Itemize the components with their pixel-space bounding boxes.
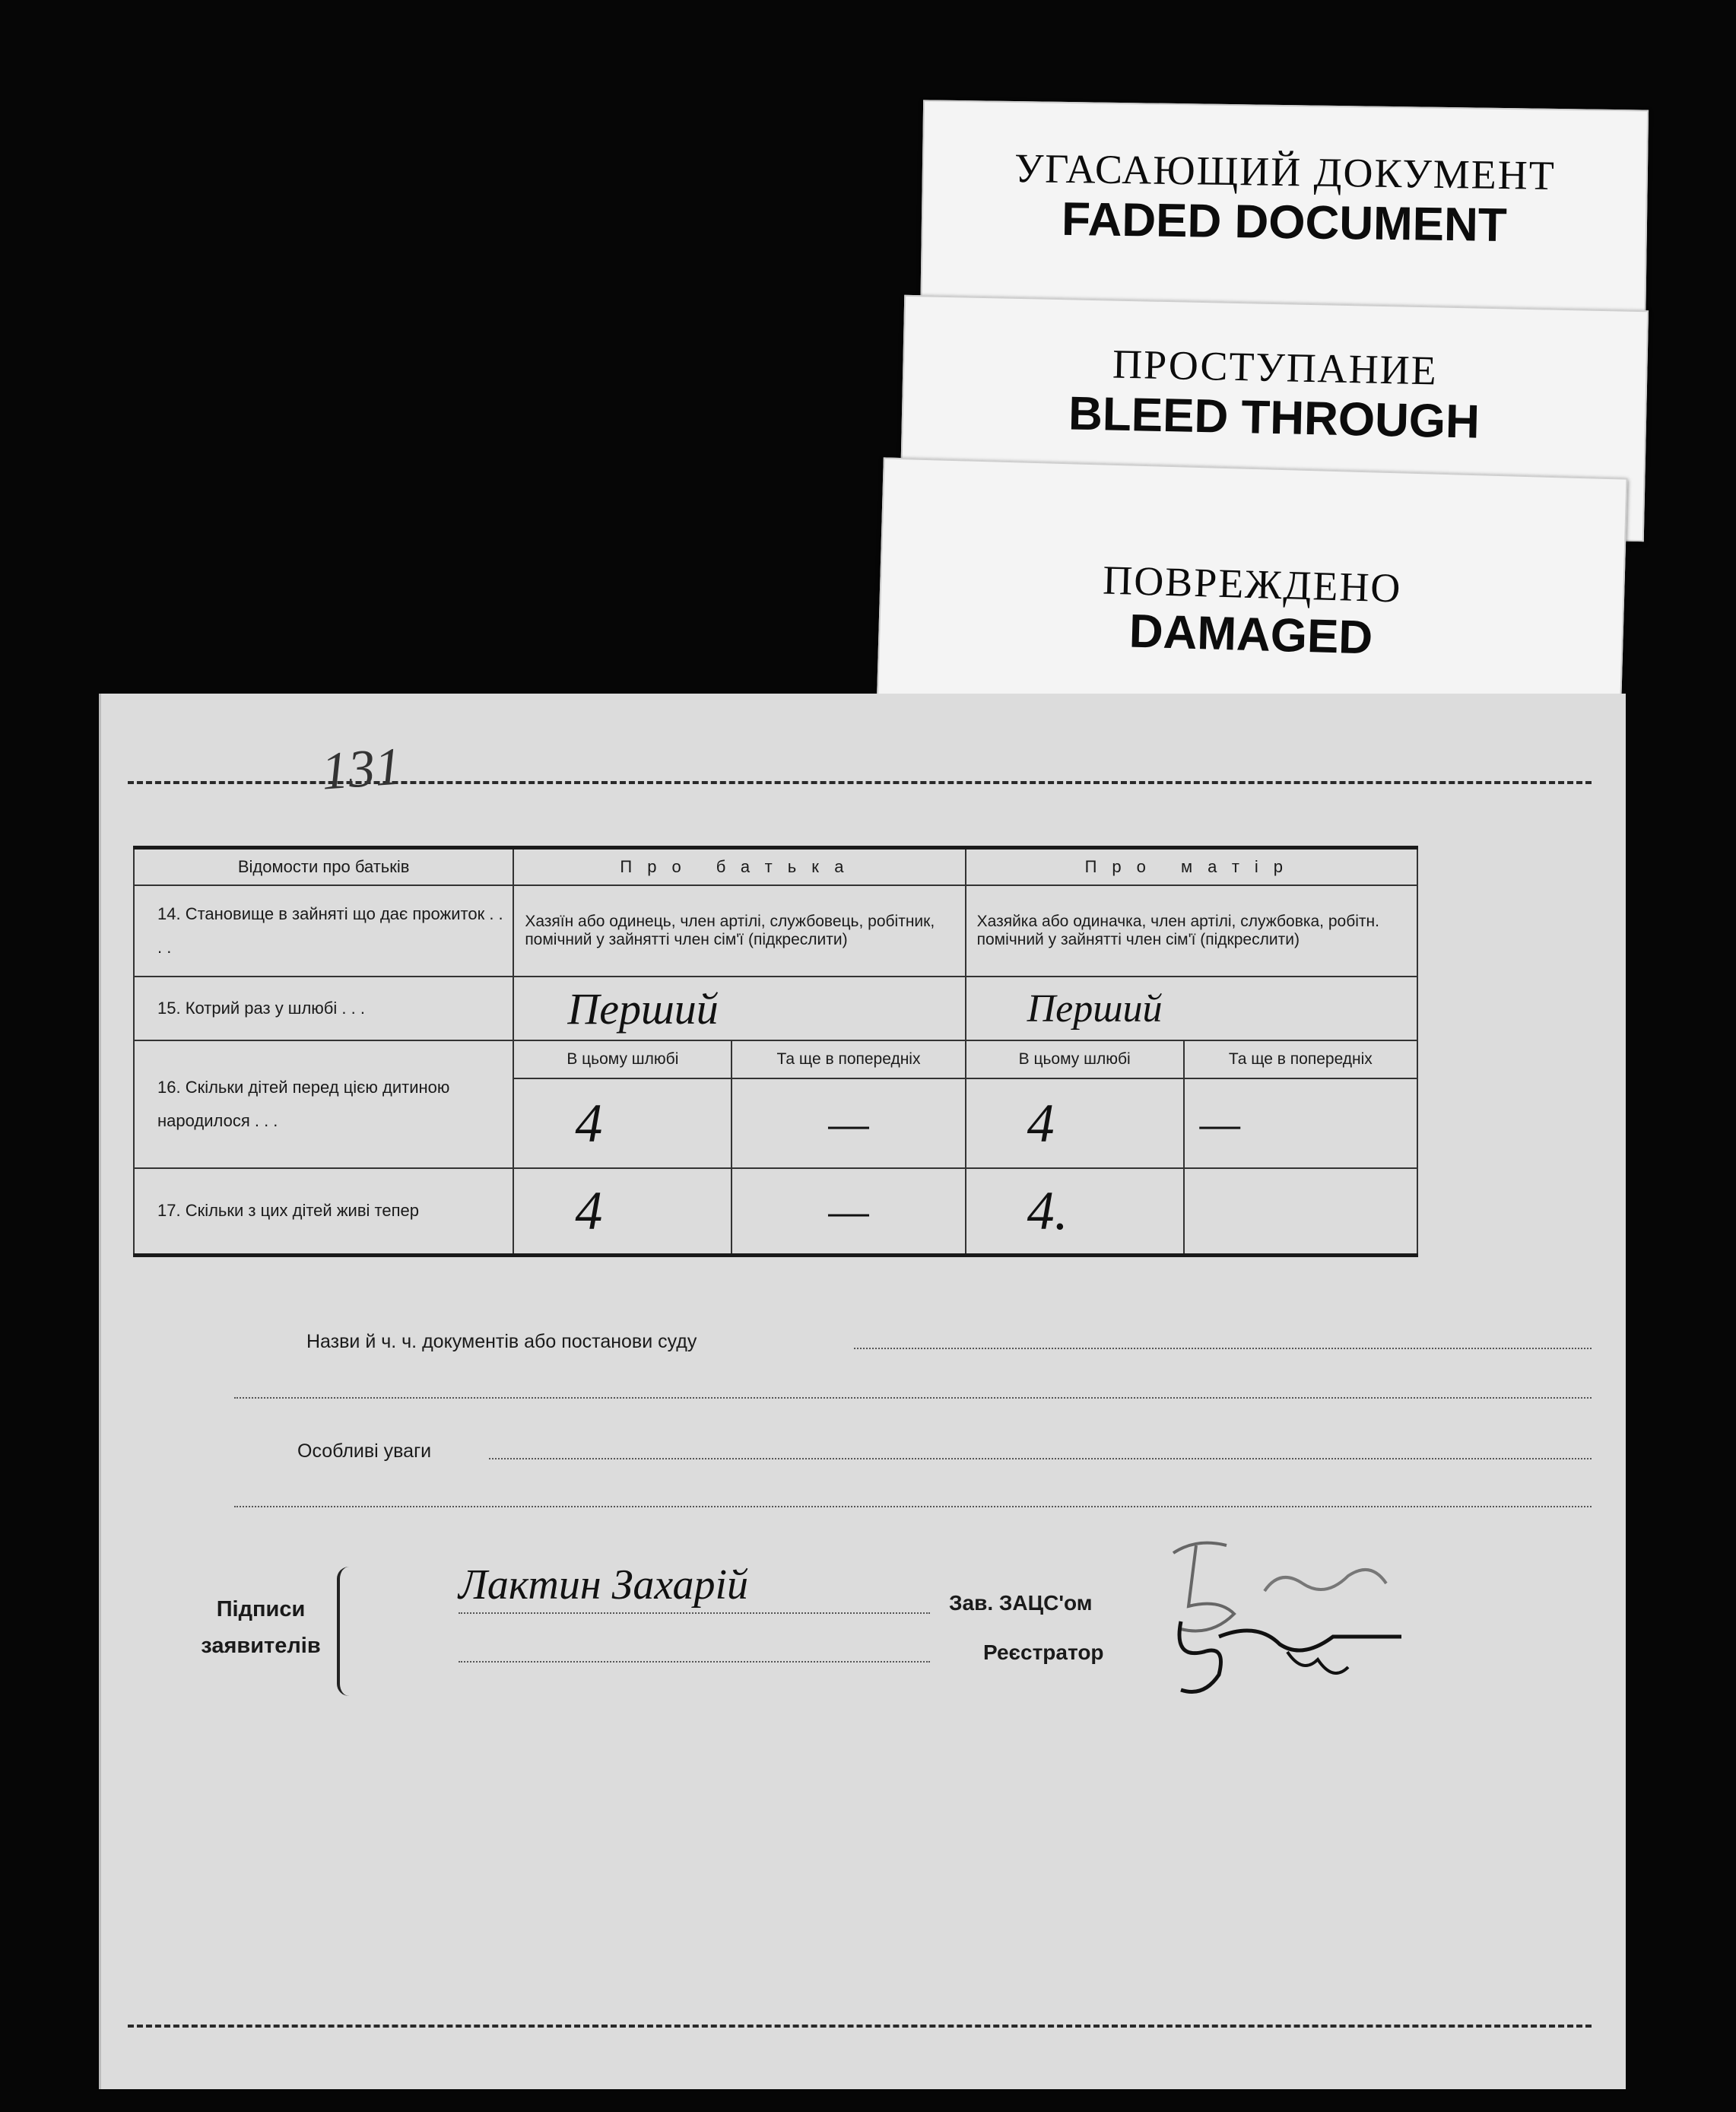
q16-mother-prev: — bbox=[1184, 1078, 1417, 1168]
table-header-label: Відомости про батьків bbox=[134, 848, 513, 886]
notes-label: Особливі уваги bbox=[297, 1440, 432, 1462]
applicant-signature: Лактин Захарій bbox=[459, 1561, 749, 1609]
parents-info-table bbox=[133, 846, 1418, 1257]
damaged-card-ru: ПОВРЕЖДЕНО bbox=[1102, 557, 1403, 611]
q16-father-this: 4 bbox=[513, 1078, 732, 1168]
signatures-brace bbox=[337, 1567, 355, 1696]
head-label: Зав. ЗАЦС'ом bbox=[949, 1591, 1093, 1615]
father-column-header: Про батька bbox=[513, 848, 965, 886]
q14-father-options: Хазяїн або одинець, член артілі, службовець, робітник, помічний у зайнятті член сім'ї (підкреслити) bbox=[513, 885, 965, 977]
documents-line-2 bbox=[234, 1397, 1592, 1399]
notes-line-2 bbox=[234, 1506, 1592, 1507]
mother-previous-header: Та ще в попередніх bbox=[1184, 1040, 1417, 1078]
q15-mother-value: Перший bbox=[966, 977, 1417, 1040]
bottom-cut-line bbox=[128, 2025, 1592, 2028]
faded-card-ru: УГАСАЮЩИЙ ДОКУМЕНТ bbox=[1014, 145, 1557, 198]
signatures-label: Підписи заявителів bbox=[201, 1597, 321, 1658]
q16-mother-this: 4 bbox=[966, 1078, 1184, 1168]
q16-father-prev: — bbox=[732, 1078, 965, 1168]
sheet-number: 131 bbox=[319, 737, 404, 802]
registrar-label: Реєстратор bbox=[983, 1640, 1104, 1664]
applicant-line bbox=[459, 1612, 930, 1614]
q17-mother-prev bbox=[1184, 1168, 1417, 1255]
bleed-card-ru: ПРОСТУПАНИЕ bbox=[1112, 341, 1439, 394]
mother-column-header: Про матір bbox=[966, 848, 1417, 886]
father-previous-header: Та ще в попередніх bbox=[732, 1040, 965, 1078]
documents-label: Назви й ч. ч. документів або постанови суду bbox=[306, 1331, 697, 1352]
damaged-card-en: DAMAGED bbox=[1128, 605, 1374, 665]
mother-this-marriage-header: В цьому шлюбі bbox=[966, 1040, 1184, 1078]
q14-label: 14. Становище в зайняті що дає прожиток . . . . bbox=[134, 885, 513, 977]
q17-label: 17. Скільки з цих дітей живі тепер bbox=[134, 1168, 513, 1255]
q17-father-prev: — bbox=[732, 1168, 965, 1255]
q15-father-value: Перший bbox=[513, 977, 965, 1040]
q17-mother-this: 4. bbox=[966, 1168, 1184, 1255]
official-signature bbox=[1150, 1523, 1470, 1705]
applicant-line-2 bbox=[459, 1661, 930, 1663]
notes-line bbox=[489, 1458, 1592, 1459]
father-this-marriage-header: В цьому шлюбі bbox=[513, 1040, 732, 1078]
form-sheet bbox=[99, 694, 1626, 2089]
bleed-card-en: BLEED THROUGH bbox=[1068, 387, 1481, 449]
faded-card-en: FADED DOCUMENT bbox=[1061, 192, 1508, 252]
damaged-card bbox=[877, 457, 1628, 732]
q15-label: 15. Котрий раз у шлюбі . . . bbox=[134, 977, 513, 1040]
documents-line bbox=[854, 1348, 1592, 1349]
q14-mother-options: Хазяйка або одиначка, член артілі, службовка, робітн. помічний у зайнятті член сім'ї (підкреслити) bbox=[966, 885, 1417, 977]
q16-label: 16. Скільки дітей перед цією дитиною народилося . . . bbox=[134, 1040, 513, 1168]
q17-father-this: 4 bbox=[513, 1168, 732, 1255]
